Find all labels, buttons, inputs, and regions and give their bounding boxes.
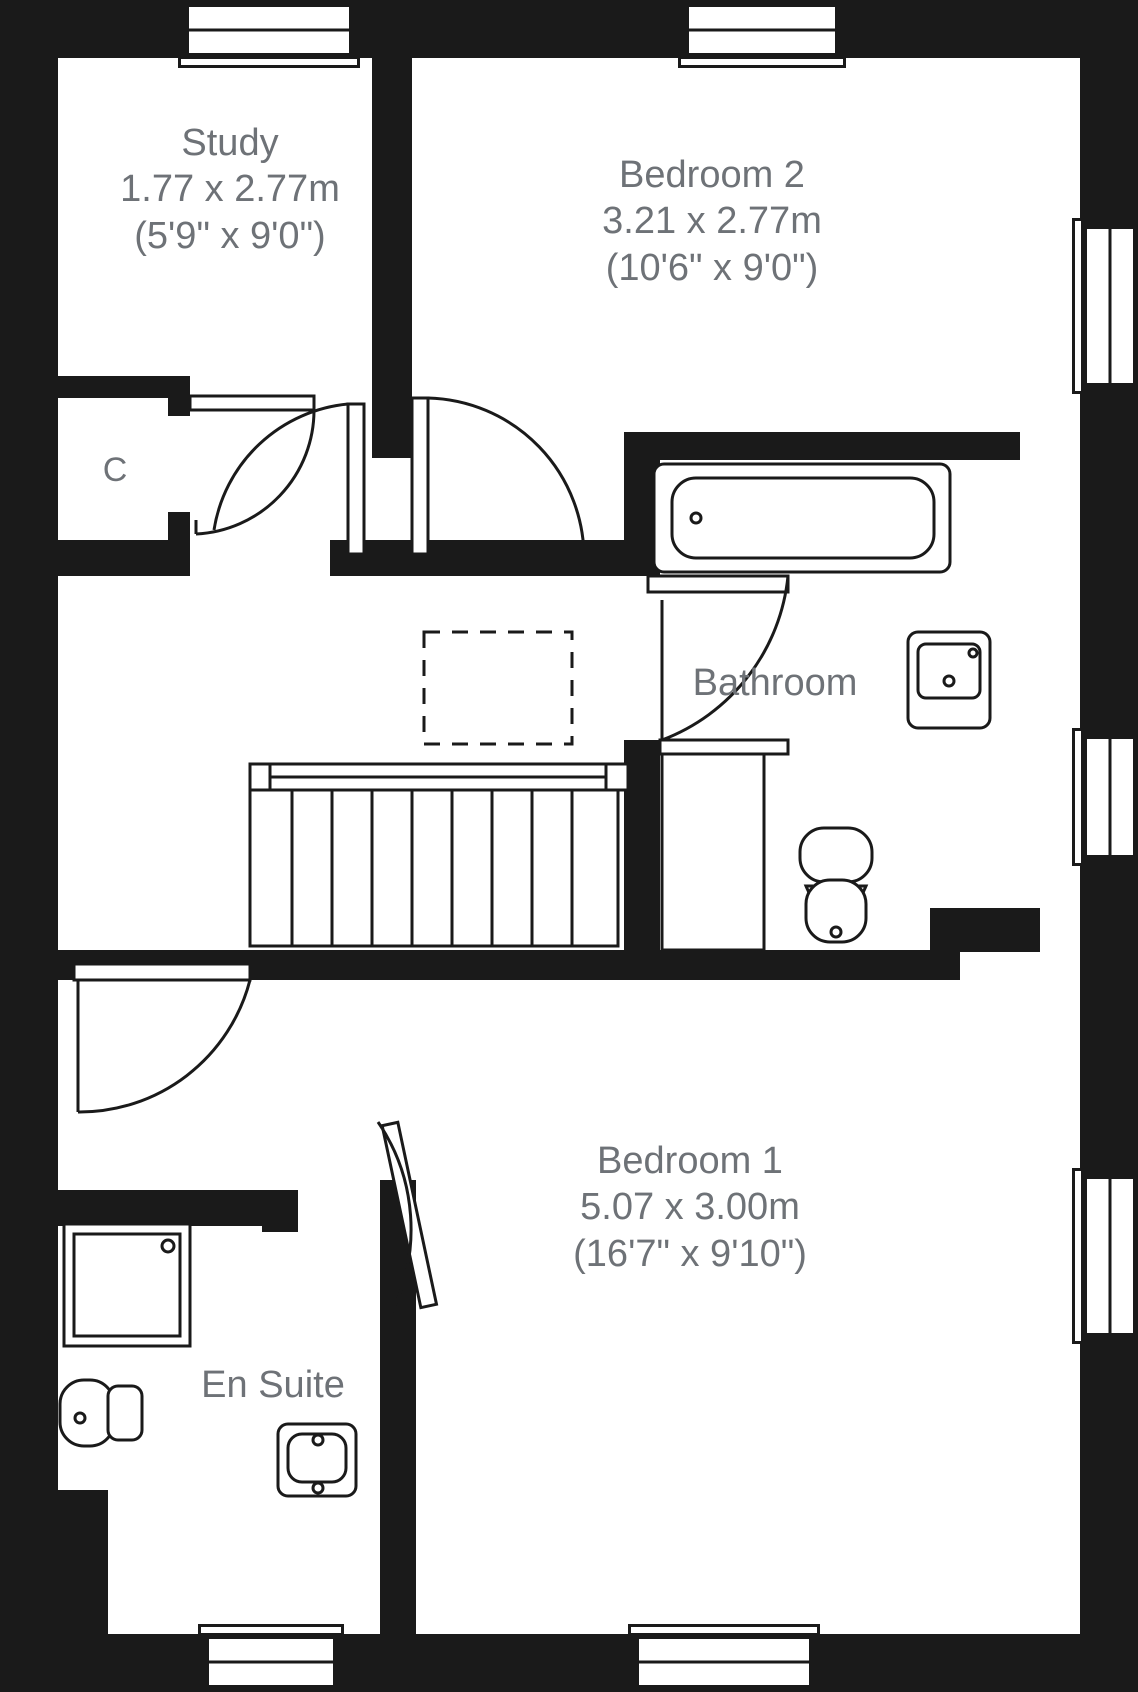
door-bedroom1	[74, 964, 250, 1112]
room-dim-metric-study: 1.77 x 2.77m	[120, 168, 340, 211]
room-name-bedroom2: Bedroom 2	[619, 154, 805, 196]
room-label-study	[30, 120, 430, 259]
wall-landing-bottom	[58, 950, 960, 980]
door-cupboard	[190, 396, 314, 534]
window-bedroom1-bottom-sill	[628, 1624, 820, 1636]
room-name-bedroom1: Bedroom 1	[597, 1140, 783, 1182]
basin-fixture	[908, 632, 990, 728]
wall-landing-top-left	[58, 540, 186, 576]
room-name-cupboard: C	[102, 451, 128, 489]
wall-outer-top	[0, 0, 1138, 58]
wall-cupboard-right	[168, 376, 190, 416]
wall-ensuite-step	[58, 1490, 108, 1634]
wall-bathroom-bottom-right	[930, 908, 1040, 952]
room-dim-metric-bedroom1: 5.07 x 3.00m	[580, 1186, 800, 1229]
window-bedroom1-right	[1084, 1176, 1136, 1336]
wall-ensuite-top	[58, 1190, 284, 1226]
window-bedroom2-right-sill	[1072, 218, 1084, 394]
wall-bathroom-top	[624, 432, 1020, 460]
room-label-cupboard	[80, 450, 150, 491]
shower-fixture	[64, 1224, 190, 1346]
ensuite-wc-fixture	[60, 1380, 142, 1446]
room-name-ensuite: En Suite	[201, 1364, 345, 1406]
wc-fixture	[800, 828, 872, 942]
room-label-ensuite	[148, 1362, 398, 1408]
window-bedroom2-top-sill	[678, 56, 846, 68]
door-study	[214, 404, 364, 554]
wall-outer-bottom	[0, 1634, 1138, 1692]
room-label-bedroom1	[440, 1138, 940, 1277]
room-dim-imperial-bedroom2: (10'6" x 9'0")	[605, 246, 819, 289]
wall-bathroom-left-lower	[624, 740, 660, 950]
room-label-bedroom2	[448, 152, 976, 291]
window-ensuite-bottom	[206, 1636, 336, 1688]
wall-study-bedroom2-lower	[372, 540, 412, 576]
window-study	[186, 4, 352, 56]
room-dim-imperial-bedroom1: (16'7" x 9'10")	[573, 1232, 807, 1275]
window-bedroom2-top	[686, 4, 838, 56]
wall-ensuite-door-jamb	[380, 1310, 416, 1346]
door-bedroom2	[412, 398, 600, 560]
window-bedroom2-right	[1084, 226, 1136, 386]
window-bathroom-right	[1084, 736, 1136, 858]
staircase	[250, 764, 628, 946]
bath-fixture	[654, 464, 950, 572]
loft-hatch	[424, 632, 572, 744]
window-bedroom1-bottom	[636, 1636, 812, 1688]
window-bedroom1-right-sill	[1072, 1168, 1084, 1344]
wall-bedroom2-bottom	[412, 540, 636, 576]
window-study-sill	[178, 56, 360, 68]
room-dim-imperial-study: (5'9" x 9'0")	[134, 214, 326, 257]
wall-landing-top-mid	[330, 540, 374, 576]
window-ensuite-bottom-sill	[198, 1624, 344, 1636]
window-bathroom-right-sill	[1072, 728, 1084, 866]
room-dim-metric-bedroom2: 3.21 x 2.77m	[602, 200, 822, 243]
wall-cupboard-right-lower	[168, 512, 190, 576]
room-name-bathroom: Bathroom	[692, 662, 858, 704]
ensuite-basin-fixture	[278, 1424, 356, 1496]
wall-ensuite-top-step	[262, 1190, 298, 1232]
room-name-study: Study	[181, 122, 279, 164]
bathroom-boxing	[662, 754, 764, 950]
room-label-bathroom	[640, 660, 910, 706]
